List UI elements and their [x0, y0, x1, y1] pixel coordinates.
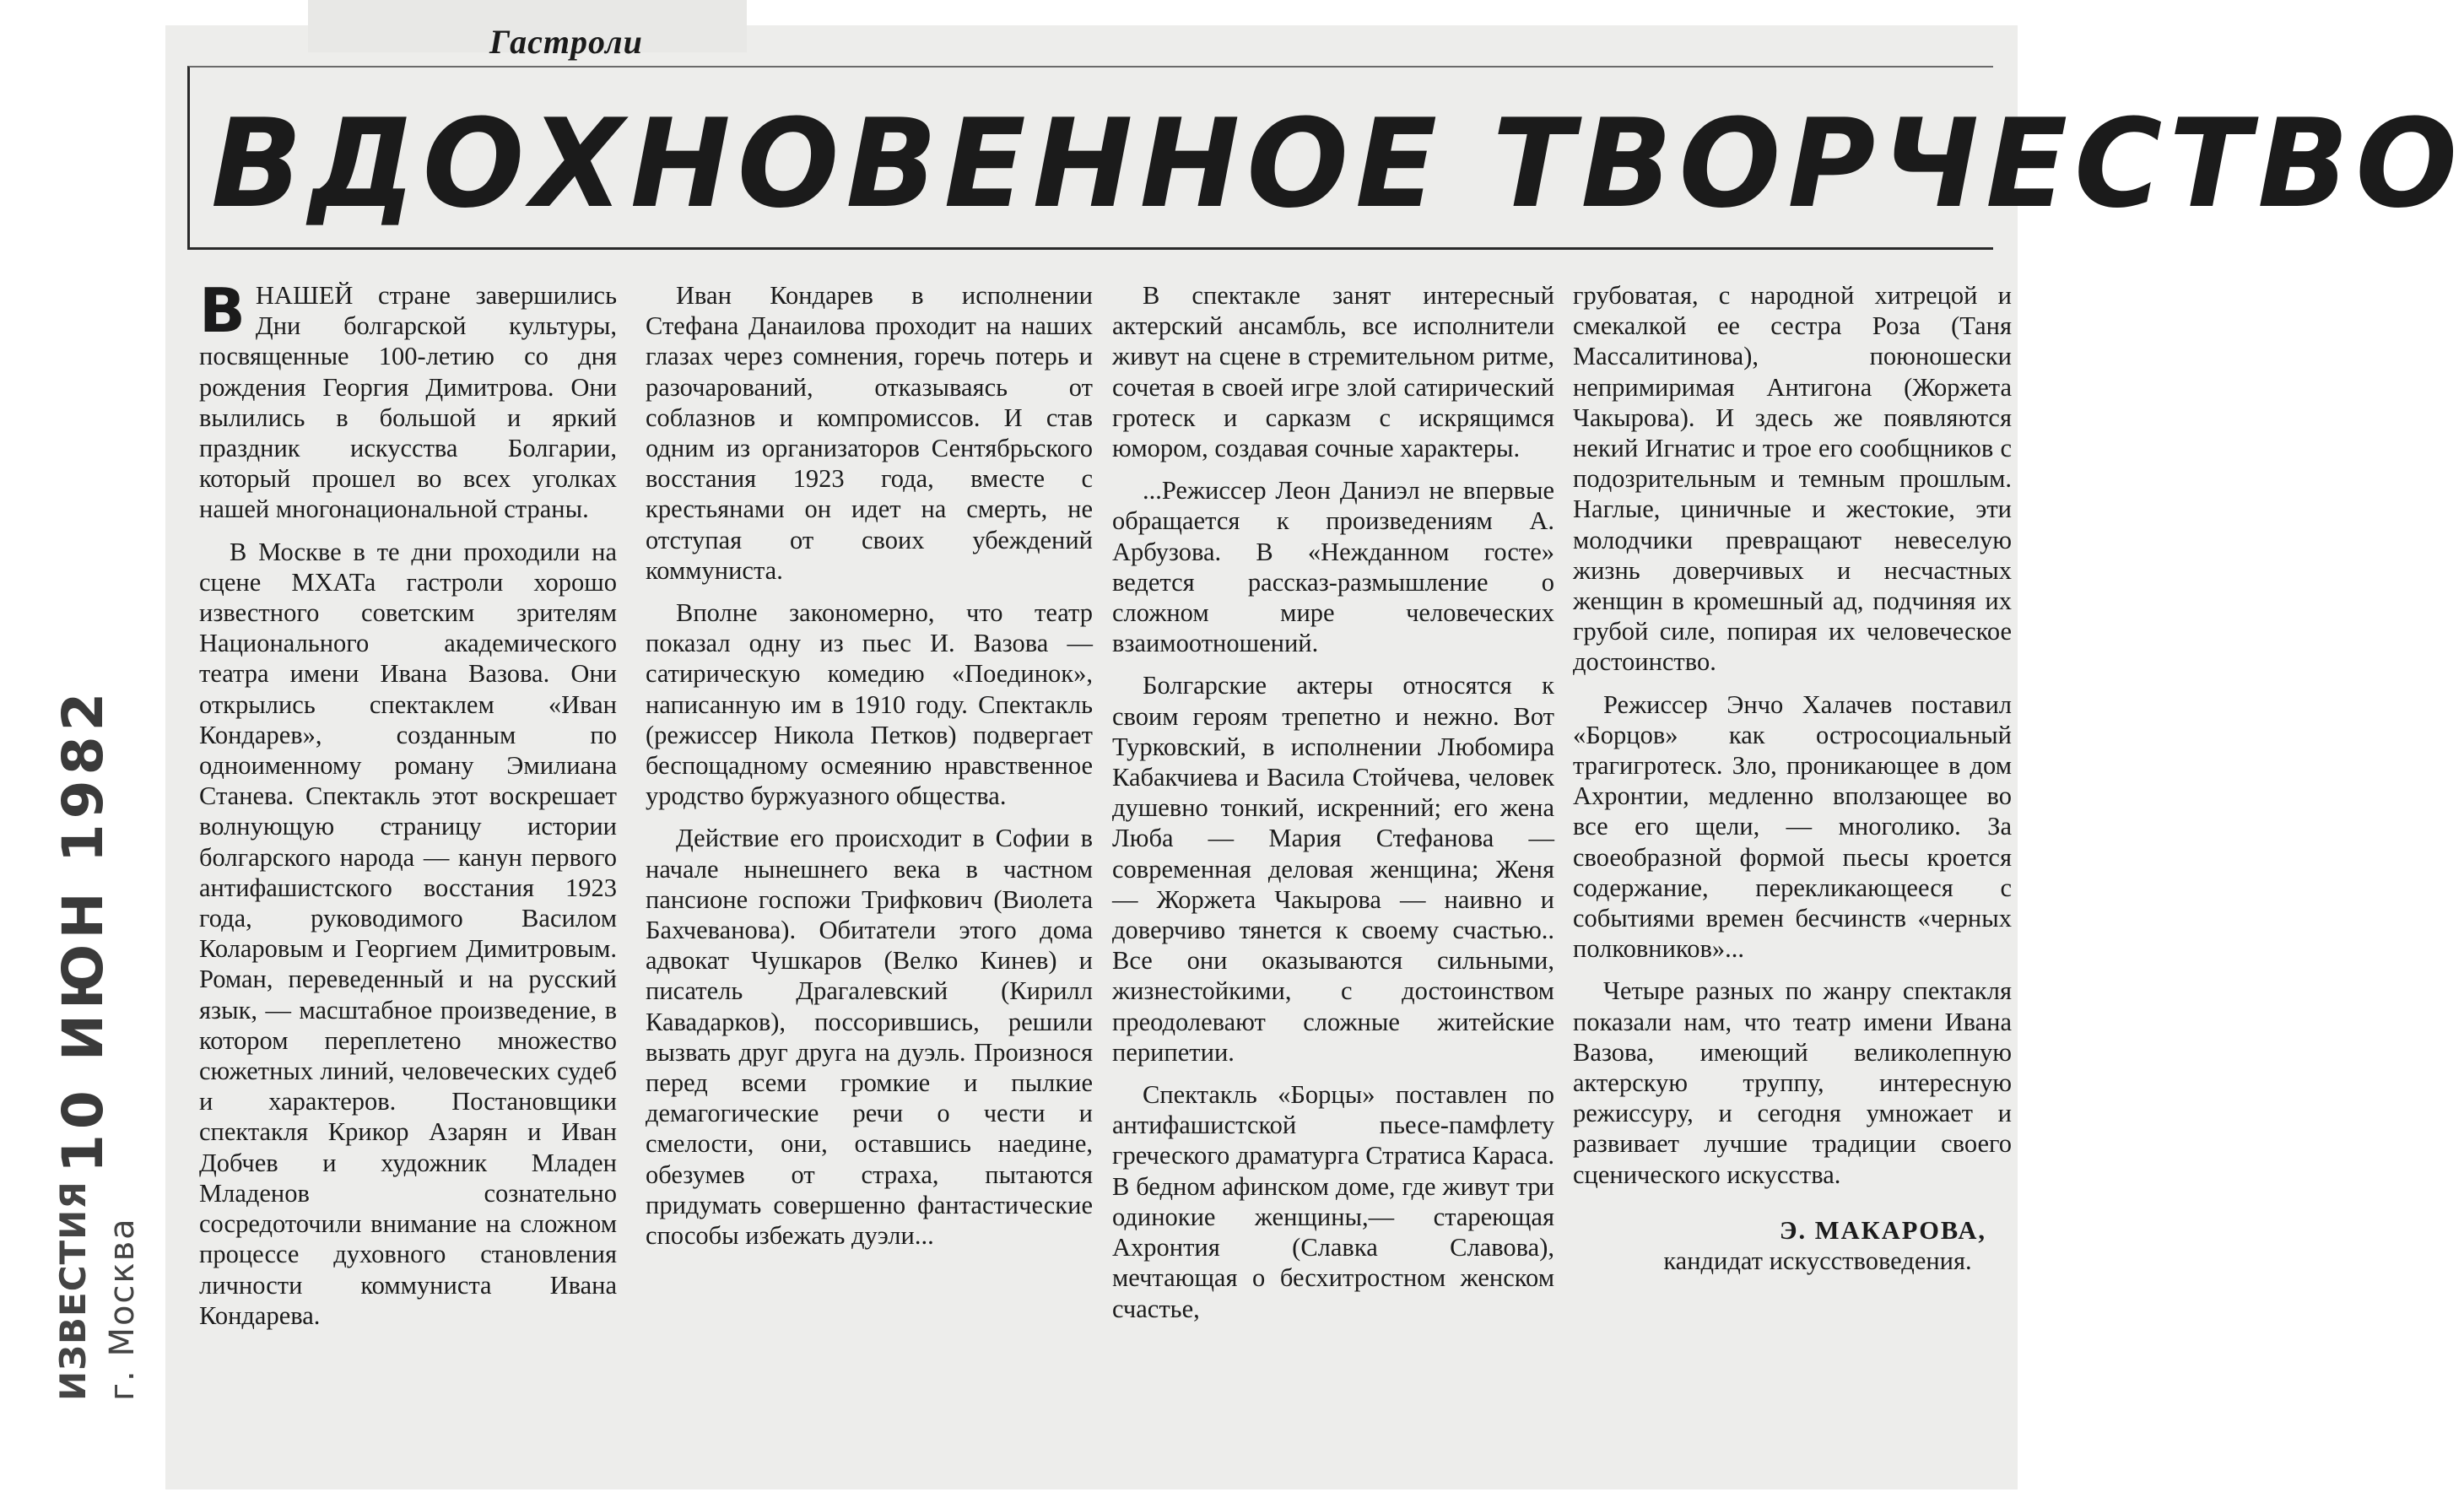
article-column-2	[646, 280, 1093, 1478]
paragraph: Вполне закономерно, что театр показал одну из пьес И. Вазова — сатирическую комедию «Поединок», написанную им в 1910 году. Спектакль (режиссер Никола Петков) подвергает беспощадному осмеянию нравственное уродство буржуазного общества.	[646, 598, 1093, 811]
stamp-date: 10 ИЮН 1982	[51, 687, 116, 1173]
stamp-newspaper-name: ИЗВЕСТИЯ	[52, 1181, 94, 1401]
paragraph: ...Режиссер Леон Даниэл не впервые обращается к произведениям А. Арбузова. В «Нежданном госте» ведется рассказ-размышление о сложном мире человеческих взаимоотношений.	[1112, 476, 1554, 658]
paragraph: Спектакль «Борцы» поставлен по антифашистской пьесе-памфлету греческого драматурга Стратиса Караса. В бедном афинском доме, где живут три одинокие женщины,— стареющая Ахронтия (Славка Славова), мечтающая о бесхитростном женском счастье,	[1112, 1080, 1554, 1323]
article-column-1	[199, 275, 617, 1478]
paragraph: В Москве в те дни проходили на сцене МХАТа гастроли хорошо известного советским зрителям Национального академического театра имени Ивана Вазова. Они открылись спектаклем «Иван Кондарев», созданным по одноименному роману Эмилиана Станева. Спектакль этот воскрешает волнующую страницу истории болгарского народа — канун первого антифашистского восстания 1923 года, руководимого Василом Коларовым и Георгием Димитровым. Роман, переведенный и на русский язык, — масштабное произведение, в котором переплетено множество сюжетных линий, человеческих судеб и характеров. Постановщики спектакля Крикор Азарян и Иван Добчев и художник Младен Младенов сознательно сосредоточили внимание на сложном процессе духовного становления личности коммуниста Ивана Кондарева.	[199, 537, 617, 1330]
article-headline: ВДОХНОВЕННОЕ ТВОРЧЕСТВО	[211, 93, 2464, 235]
drop-cap: В	[199, 275, 246, 346]
paragraph: В спектакле занят интересный актерский ансамбль, все исполнители живут на сцене в стремительном ритме, сочетая в своей игре злой сатирический гротеск и сарказм с искрящимся юмором, создавая сочные характеры.	[1112, 281, 1554, 463]
paragraph: Болгарские актеры относятся к своим героям трепетно и нежно. Вот Турковский, в исполнении Любомира Кабакчиева и Васила Стойчева, человек душевно тонкий, искренний; его жена Люба — Мария Стефанова — современная деловая женщина; Женя — Жоржета Чакырова — наивно и доверчиво тянется к своему счастью.. Все они оказываются сильными, жизнестойкими, с достоинством преодолевают сложные житейские перипетии.	[1112, 671, 1554, 1067]
article-column-3	[1112, 280, 1554, 1478]
paragraph: Действие его происходит в Софии в начале нынешнего века в частном пансионе госпожи Трифкович (Виолета Бахчеванова). Обитатели этого дома адвокат Чушкаров (Велко Кинев) и писатель Драгалевский (Кирилл Кавадарков), поссорившись, решили вызвать друг друга на дуэль. Произнося перед всеми громкие и пылкие демагогические речи о чести и смелости, они, оставшись наедине, обезумев от страха, пытаются придумать совершенно фантастические способы избежать дуэли...	[646, 824, 1093, 1251]
paragraph: Иван Кондарев в исполнении Стефана Данаилова проходит на наших глазах через сомнения, горечь потерь и разочарований, отказываясь от соблазнов и компромиссов. И став одним из организаторов Сентябрьского восстания 1923 года, вместе с крестьянами он идет на смерть, не отступая от своих убеждений коммуниста.	[646, 281, 1093, 585]
author-title: кандидат искусствоведения.	[1663, 1246, 1972, 1276]
lead-text: НАШЕЙ стране завершились Дни болгарской культуры, посвященные 100-летию со дня рождения Георгия Димитрова. Они вылились в большой и яркий праздник искусства Болгарии, который прошел во всех уголках нашей многонациональной страны.	[199, 281, 617, 524]
paragraph: Четыре разных по жанру спектакля показали нам, что театр имени Ивана Вазова, имеющий великолепную актерскую труппу, интересную режиссуру, и сегодня умножает и развивает лучшие традиции своего сценического искусства.	[1573, 976, 2012, 1189]
paragraph-continued: грубоватая, с народной хитрецой и смекалкой ее сестра Роза (Таня Массалитинова), поюношески непримиримая Антигона (Жоржета Чакырова). И здесь же появляются некий Игнатис и трое его сообщников с подозрительным и темным прошлым. Наглые, циничные и жестокие, эти молодчики превращают невеселую жизнь доверчивых и несчастных женщин в кромешный ад, подчиняя их грубой силе, попирая их человеческое достоинство.	[1573, 281, 2012, 677]
rubric-label: Гастроли	[489, 23, 643, 61]
archive-stamp	[51, 641, 160, 1401]
paragraph: Режиссер Энчо Халачев поставил «Борцов» как остросоциальный трагигротеск. Зло, проникающее в дом Ахронтии, медленно вползающее во все его щели, — многолико. За своеобразной формой пьесы кроется содержание, перекликающееся с событиями времен бесчинств «черных полковников»...	[1573, 689, 2012, 964]
lead-paragraph	[199, 275, 617, 525]
author-name: Э. МАКАРОВА,	[1779, 1215, 1986, 1245]
stamp-city: г. Москва	[103, 1217, 142, 1401]
article-column-4	[1573, 280, 2012, 1478]
